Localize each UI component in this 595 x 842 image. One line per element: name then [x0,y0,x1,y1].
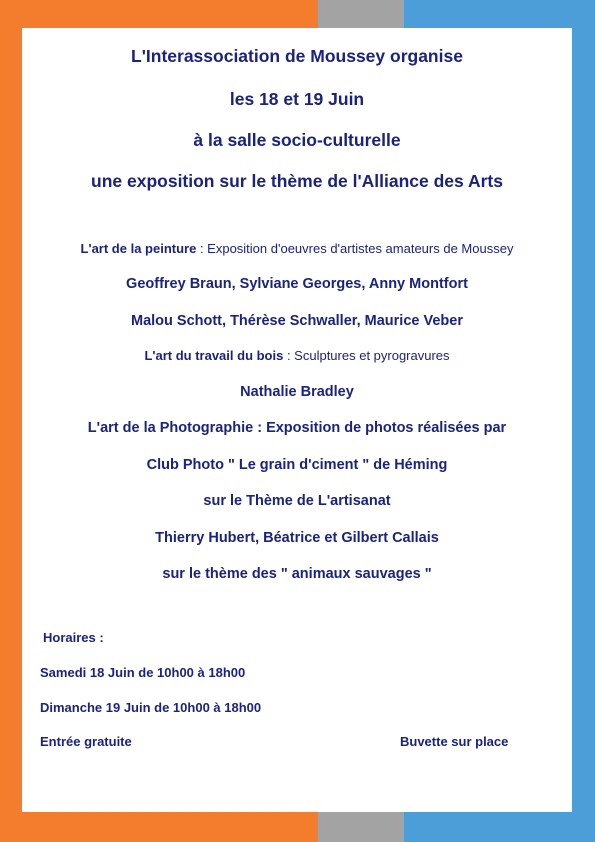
wood-artist: Nathalie Bradley [240,384,354,400]
photo-club-theme: sur le Thème de L'artisanat [203,493,391,509]
photo-artists: Thierry Hubert, Béatrice et Gilbert Callais [155,530,439,546]
painting-section-line [22,241,572,256]
painting-artists-line-1: Geoffrey Braun, Sylviane Georges, Anny Montfort [126,276,468,292]
painting-artists-line-2: Malou Schott, Thérèse Schwaller, Maurice Veber [130,313,463,329]
schedule-sunday: Dimanche 19 Juin de 10h00 à 18h00 [40,700,262,715]
free-entry-text: Entrée gratuite [40,734,132,749]
headline-dates: les 18 et 19 Juin [229,89,365,109]
photo-description: : Exposition de photos réalisées par [253,420,507,436]
painting-label: L'art de la peinture [80,241,197,256]
refreshment-bar-text: Buvette sur place [400,734,509,749]
wood-section-line [22,348,572,363]
headline-organizer: L'Interassociation de Moussey organise [131,46,463,66]
headline-theme: une exposition sur le thème de l'Alliance des Arts [91,171,503,191]
photo-label: L'art de la Photographie [87,420,254,436]
wood-description: : Sculptures et pyrogravures [283,348,450,363]
photo-club: Club Photo " Le grain d'ciment " de Héming [146,457,448,473]
wood-label: L'art du travail du bois [144,348,284,363]
photo-artists-theme: sur le thème des " animaux sauvages " [162,566,432,582]
photo-section-line [22,420,572,436]
schedule-saturday: Samedi 18 Juin de 10h00 à 18h00 [40,665,246,680]
flyer-panel [22,28,572,812]
headline-venue: à la salle socio-culturelle [193,130,401,150]
schedule-title: Horaires : [43,630,104,645]
painting-description: : Exposition d'oeuvres d'artistes amateurs de Moussey [196,241,514,256]
